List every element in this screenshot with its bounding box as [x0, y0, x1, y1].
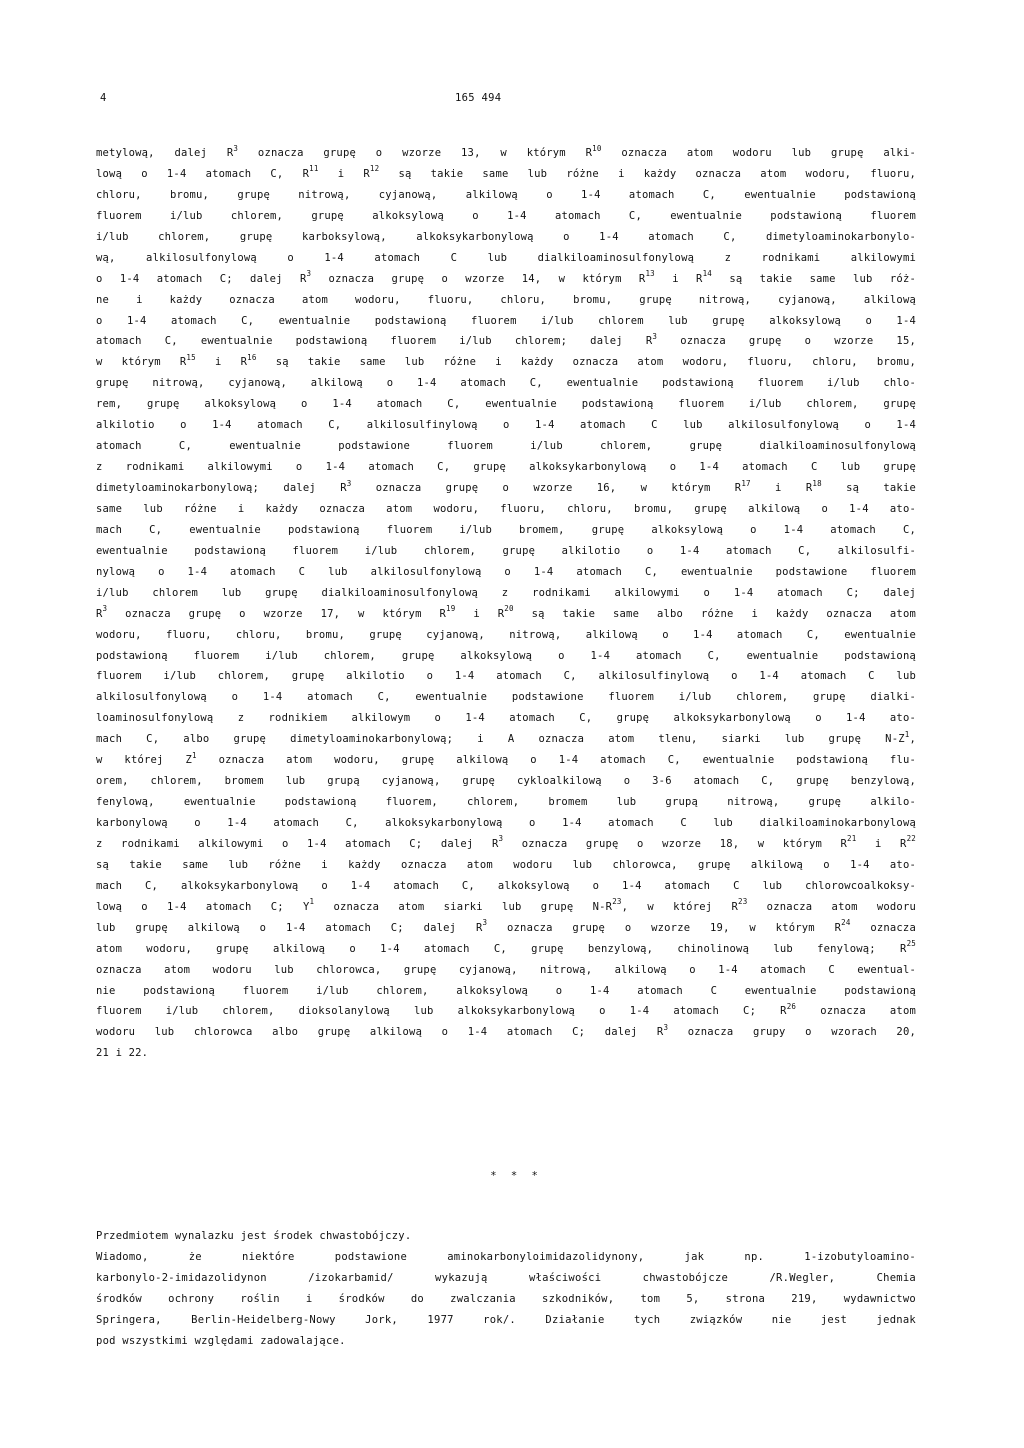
text-line: wodoru lub chlorowca albo grupę alkilową o 1-4 atomach C; dalej $R^3$ oznacza grupy o wzorach 20, — [96, 1022, 916, 1039]
text-line: fluorem i/lub chlorem, dioksolanylową lub alkoksykarbonylową o 1-4 atomach C; $R^{26}$ oznacza atom — [96, 1001, 917, 1018]
text-line: mach C, ewentualnie podstawioną fluorem i/lub bromem, grupę alkoksylową o 1-4 atomach C, — [96, 523, 916, 536]
page-number: 4 — [100, 92, 107, 104]
text-line: podstawioną fluorem i/lub chlorem, grupę alkoksylową o 1-4 atomach C, ewentualnie podstawioną — [96, 649, 916, 662]
text-line: atomach C, ewentualnie podstawioną fluorem i/lub chlorem; dalej $R^3$ oznacza grupę o wzorze 15, — [96, 331, 916, 348]
text-line: z rodnikami alkilowymi o 1-4 atomach C, grupę alkoksykarbonylową o 1-4 atomach C lub grupę — [96, 461, 916, 474]
text-line: lub grupę alkilową o 1-4 atomach C; dalej $R^3$ oznacza grupę o wzorze 19, w którym $R^{24}$ oznacza — [96, 918, 916, 934]
text-line: dimetyloaminokarbonylową; dalej $R^3$ oznacza grupę o wzorze 16, w którym $R^{17}$ i $R^{18}$ są takie — [96, 478, 916, 494]
text-line: same lub różne i każdy oznacza atom wodoru, fluoru, chloru, bromu, grupę alkilową o 1-4 ato- — [96, 502, 916, 515]
intro-text-line: karbonylo-2-imidazolidynon /izokarbamid/ wykazują właściwości chwastobójcze /R.Wegler, Chemia — [96, 1271, 916, 1284]
text-line: metylową, dalej $R^3$ oznacza grupę o wzorze 13, w którym $R^{10}$ oznacza atom wodoru lub grupę alki- — [96, 143, 916, 159]
text-line: o 1-4 atomach C, ewentualnie podstawioną fluorem i/lub chlorem lub grupę alkoksylową o 1-4 — [96, 314, 916, 327]
text-line: grupę nitrową, cyjanową, alkilową o 1-4 atomach C, ewentualnie podstawioną fluorem i/lub chlo- — [96, 377, 916, 390]
text-line: ewentualnie podstawioną fluorem i/lub chlorem, grupę alkilotio o 1-4 atomach C, alkilosulfi- — [96, 544, 916, 557]
text-line: ne i każdy oznacza atom wodoru, fluoru, chloru, bromu, grupę nitrową, cyjanową, alkilową — [96, 293, 916, 306]
text-line: karbonylową o 1-4 atomach C, alkoksykarbonylową o 1-4 atomach C lub dialkiloaminokarbonylową — [96, 817, 916, 829]
text-line: fluorem i/lub chlorem, grupę alkoksylową o 1-4 atomach C, ewentualnie podstawioną fluorem — [96, 209, 916, 222]
text-line: fluorem i/lub chlorem, grupę alkilotio o 1-4 atomach C, alkilosulfinylową o 1-4 atomach C lub — [96, 670, 916, 683]
text-line: atomach C, ewentualnie podstawione fluorem i/lub chlorem, grupę dialkiloaminosulfonylową — [96, 440, 916, 453]
text-line: 21 i 22. — [96, 1047, 149, 1060]
text-line: i/lub chlorem lub grupę dialkiloaminosulfonylową z rodnikami alkilowymi o 1-4 atomach C; dalej — [96, 586, 916, 599]
section-separator: * * * — [490, 1170, 542, 1182]
text-line: w której $Z^1$ oznacza atom wodoru, grupę alkilową o 1-4 atomach C, ewentualnie podstawioną flu- — [96, 750, 917, 767]
text-line: mach C, albo grupę dimetyloaminokarbonylową; i A oznacza atom tlenu, siarki lub grupę $N-Z^1$, — [96, 729, 916, 746]
text-line: o 1-4 atomach C; dalej $R^3$ oznacza grupę o wzorze 14, w którym $R^{13}$ i $R^{14}$ są takie same lub róż- — [96, 269, 916, 285]
text-line: lową o 1-4 atomach C, $R^{11}$ i $R^{12}$ są takie same lub różne i każdy oznacza atom wodoru, fluoru, — [96, 164, 916, 180]
text-line: nylową o 1-4 atomach C lub alkilosulfonylową o 1-4 atomach C, ewentualnie podstawione fluorem — [96, 565, 916, 578]
text-line: z rodnikami alkilowymi o 1-4 atomach C; dalej $R^3$ oznacza grupę o wzorze 18, w którym $R^{21}$ i $R^{22}$ — [96, 834, 916, 850]
text-line: alkilotio o 1-4 atomach C, alkilosulfinylową o 1-4 atomach C lub alkilosulfonylową o 1-4 — [96, 419, 916, 432]
intro-text-line: Przedmiotem wynalazku jest środek chwastobójczy. — [96, 1230, 412, 1242]
text-line: są takie same lub różne i każdy oznacza atom wodoru lub chlorowca, grupę alkilową o 1-4 ato- — [96, 858, 916, 871]
text-line: lową o 1-4 atomach C; $Y^1$ oznacza atom siarki lub grupę $N-R^{23}$, w której $R^{23}$ oznacza atom wodoru — [96, 897, 916, 913]
text-line: wą, alkilosulfonylową o 1-4 atomach C lub dialkiloaminosulfonylową z rodnikami alkilowymi — [96, 251, 916, 264]
text-line: i/lub chlorem, grupę karboksylową, alkoksykarbonylową o 1-4 atomach C, dimetyloaminokarbonylo- — [96, 230, 916, 243]
intro-text-line: pod wszystkimi względami zadowalające. — [96, 1334, 346, 1347]
text-line: $R^3$ oznacza grupę o wzorze 17, w którym $R^{19}$ i $R^{20}$ są takie same albo różne i każdy oznacza atom — [96, 604, 916, 620]
text-line: mach C, alkoksykarbonylową o 1-4 atomach C, alkoksylową o 1-4 atomach C lub chlorowcoalkoksy- — [96, 879, 916, 892]
intro-text-line: środków ochrony roślin i środków do zwalczania szkodników, tom 5, strona 219, wydawnictwo — [96, 1292, 916, 1305]
text-line: nie podstawioną fluorem i/lub chlorem, alkoksylową o 1-4 atomach C ewentualnie podstawioną — [96, 984, 916, 997]
intro-text-line: Wiadomo, że niektóre podstawione aminokarbonyloimidazolidynony, jak np. 1-izobutyloamino- — [96, 1250, 916, 1263]
text-line: rem, grupę alkoksylową o 1-4 atomach C, ewentualnie podstawioną fluorem i/lub chlorem, grupę — [96, 398, 916, 411]
text-line: wodoru, fluoru, chloru, bromu, grupę cyjanową, nitrową, alkilową o 1-4 atomach C, ewentualnie — [96, 628, 916, 641]
text-line: fenylową, ewentualnie podstawioną fluorem, chlorem, bromem lub grupą nitrową, grupę alkilo- — [96, 796, 916, 809]
text-line: orem, chlorem, bromem lub grupą cyjanową, grupę cykloalkilową o 3-6 atomach C, grupę benzylową, — [96, 775, 916, 788]
intro-text-line: Springera, Berlin-Heidelberg-Nowy Jork, 1977 rok/. Działanie tych związków nie jest jednak — [96, 1313, 916, 1326]
text-line: w którym $R^{15}$ i $R^{16}$ są takie same lub różne i każdy oznacza atom wodoru, fluoru, chloru, bromu, — [96, 352, 917, 369]
text-line: loaminosulfonylową z rodnikiem alkilowym o 1-4 atomach C, grupę alkoksykarbonylową o 1-4 ato- — [96, 712, 916, 725]
claims-body-text — [96, 143, 916, 1064]
text-line: oznacza atom wodoru lub chlorowca, grupę cyjanową, nitrową, alkilową o 1-4 atomach C ewentual- — [96, 963, 916, 976]
text-line: atom wodoru, grupę alkilową o 1-4 atomach C, grupę benzylową, chinolinową lub fenylową; $R^{25}$ — [96, 939, 916, 955]
text-line: alkilosulfonylową o 1-4 atomach C, ewentualnie podstawione fluorem i/lub chlorem, grupę dialki- — [96, 691, 916, 704]
patent-number: 165 494 — [455, 92, 502, 104]
text-line: chloru, bromu, grupę nitrową, cyjanową, alkilową o 1-4 atomach C, ewentualnie podstawioną — [96, 188, 916, 201]
description-intro-text — [96, 1226, 916, 1352]
